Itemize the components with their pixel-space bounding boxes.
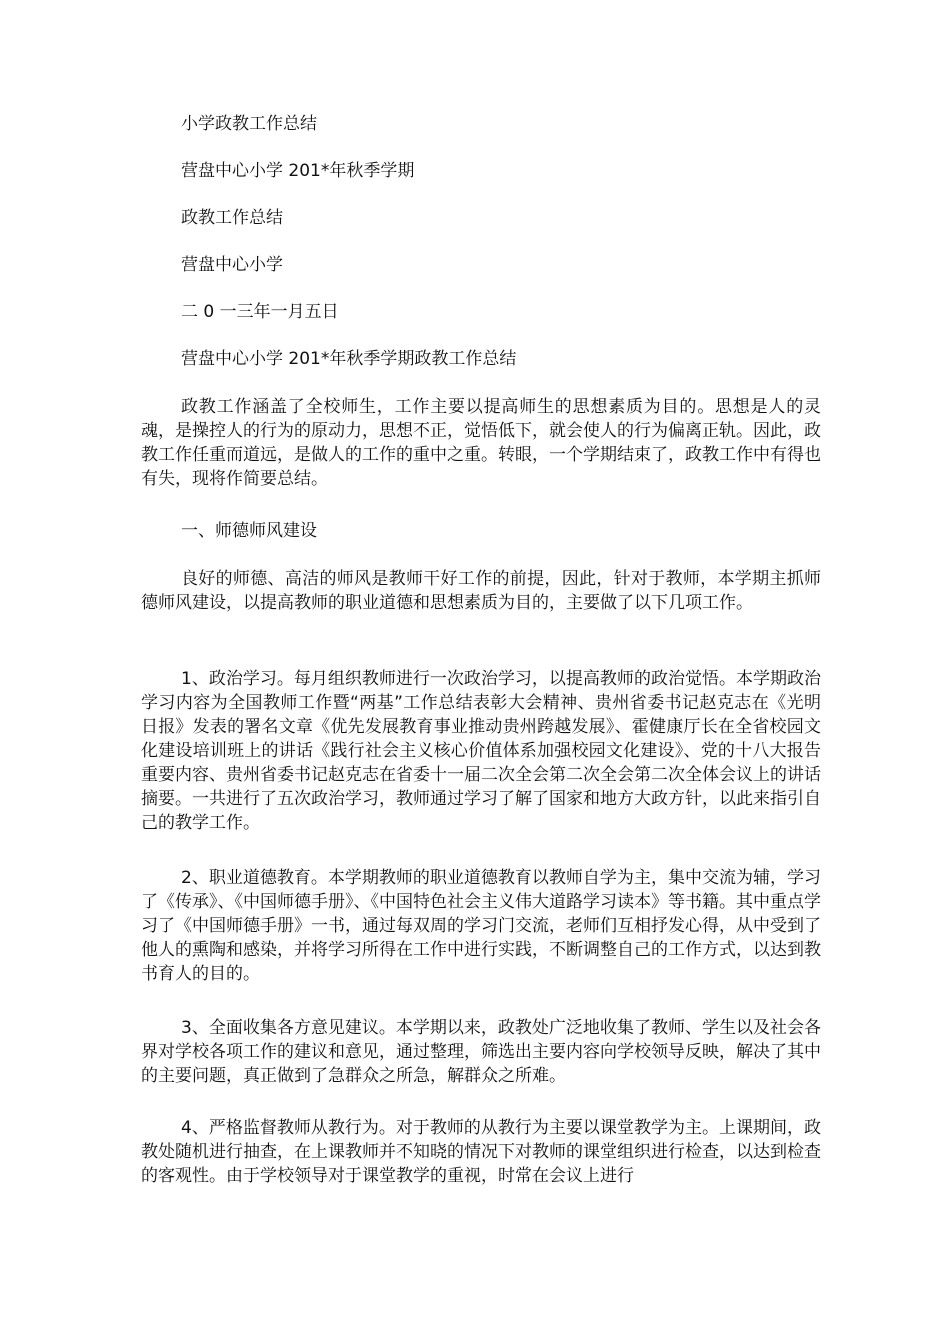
- section-intro-paragraph: 良好的师德、高洁的师风是教师干好工作的前提，因此，针对于教师，本学期主抓师德师风建设，以提高教师的职业道德和思想素质为目的，主要做了以下几项工作。: [141, 569, 821, 613]
- school-name: 营盘中心小学: [181, 255, 283, 275]
- doc-title: 小学政教工作总结: [181, 114, 317, 134]
- item-4-paragraph: 4、严格监督教师从教行为。对于教师的从教行为主要以课堂教学为主。上课期间，政教处随机进行抽查，在上课教师并不知晓的情况下对教师的课堂组织进行检查，以达到检查的客观性。由于学校领导对于课堂教学的重视，时常在会议上进行: [141, 1118, 821, 1186]
- item-1-paragraph: 1、政治学习。每月组织教师进行一次政治学习，以提高教师的政治觉悟。本学期政治学习内容为全国教师工作暨“两基”工作总结表彰大会精神、贵州省委书记赵克志在《光明日报》发表的署名文章《优先发展教育事业推动贵州跨越发展》、霍健康厅长在全省校园文化建设培训班上的讲话《践行社会主义核心价值体系加强校园文化建设》、党的十八大报告重要内容、贵州省委书记赵克志在省委十一届二次全会第二次全会第二次全体会议上的讲话摘要。一共进行了五次政治学习，教师通过学习了解了国家和地方大政方针，以此来指引自己的教学工作。: [141, 669, 821, 833]
- doc-date: 二 0 一三年一月五日: [181, 302, 339, 322]
- doc-subtitle: 营盘中心小学 201*年秋季学期政教工作总结: [181, 349, 517, 369]
- school-semester-line: 营盘中心小学 201*年秋季学期: [181, 161, 415, 181]
- item-2-paragraph: 2、职业道德教育。本学期教师的职业道德教育以教师自学为主，集中交流为辅，学习了《传承》、《中国师德手册》、《中国特色社会主义伟大道路学习读本》等书籍。其中重点学习了《中国师德手册》一书，通过每双周的学习门交流，老师们互相抒发心得，从中受到了他人的熏陶和感染，并将学习所得在工作中进行实践，不断调整自己的工作方式，以达到教书育人的目的。: [141, 868, 821, 984]
- intro-paragraph: 政教工作涵盖了全校师生，工作主要以提高师生的思想素质为目的。思想是人的灵魂，是操控人的行为的原动力，思想不正，觉悟低下，就会使人的行为偏离正轨。因此，政教工作任重而道远，是做人的工作的重中之重。转眼，一个学期结束了，政教工作中有得也有失，现将作简要总结。: [141, 397, 821, 489]
- summary-label: 政教工作总结: [181, 208, 283, 228]
- section-heading: 一、师德师风建设: [181, 521, 317, 541]
- item-3-paragraph: 3、全面收集各方意见建议。本学期以来，政教处广泛地收集了教师、学生以及社会各界对学校各项工作的建议和意见，通过整理，筛选出主要内容向学校领导反映，解决了其中的主要问题，真正做到了急群众之所急，解群众之所难。: [141, 1018, 821, 1086]
